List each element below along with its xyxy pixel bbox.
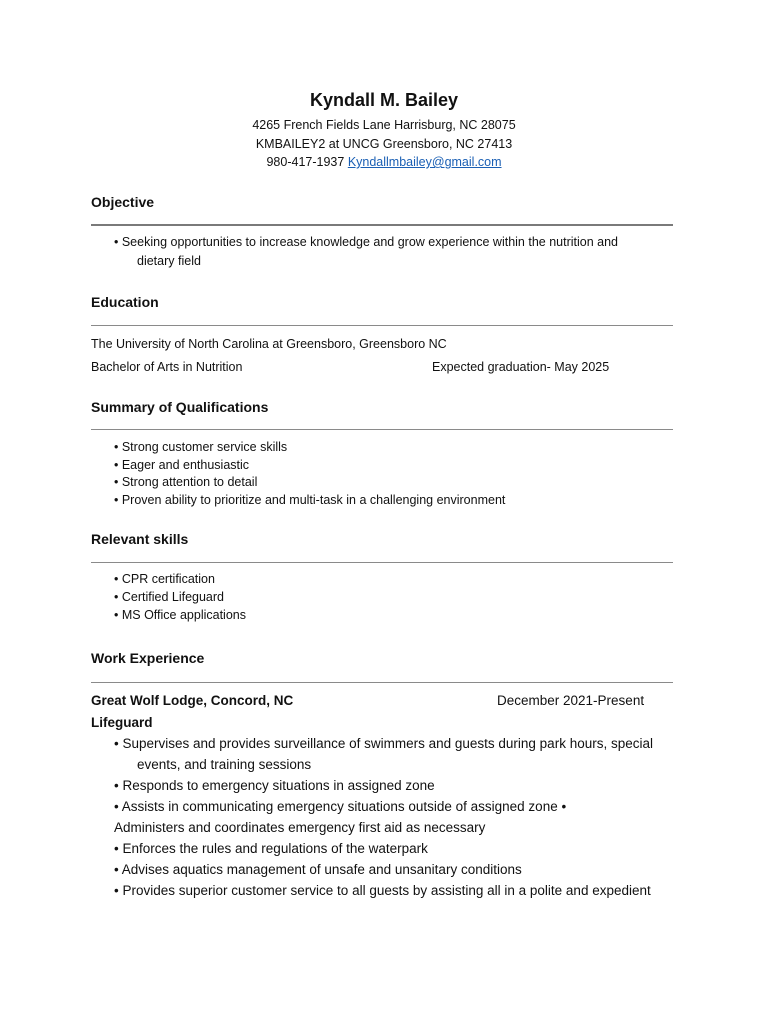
- duty-line: • Assists in communicating emergency situations outside of assigned zone •: [114, 799, 567, 814]
- skills-divider: [91, 562, 673, 563]
- experience-divider: [91, 682, 673, 683]
- degree: Bachelor of Arts in Nutrition: [91, 360, 243, 374]
- duty-line: • Enforces the rules and regulations of the waterpark: [114, 841, 428, 856]
- duty-line: events, and training sessions: [137, 757, 312, 772]
- employment-dates: December 2021-Present: [497, 693, 645, 708]
- graduation-date: Expected graduation- May 2025: [432, 360, 610, 374]
- phone-number: 980-417-1937: [266, 155, 345, 169]
- duty-line: • Provides superior customer service to all guests by assisting all in a polite and expedient: [114, 883, 651, 898]
- objective-line: • Seeking opportunities to increase knowledge and grow experience within the nutrition and: [114, 235, 618, 249]
- objective-divider: [91, 224, 673, 226]
- home-address: 4265 French Fields Lane Harrisburg, NC 28075: [252, 118, 516, 132]
- resume-name: Kyndall M. Bailey: [309, 90, 459, 110]
- duty-line: Administers and coordinates emergency first aid as necessary: [114, 820, 486, 835]
- skill-item: • CPR certification: [114, 572, 215, 586]
- skill-item: • Certified Lifeguard: [114, 590, 224, 604]
- duty-line: • Responds to emergency situations in assigned zone: [114, 778, 435, 793]
- school-name: The University of North Carolina at Greensboro, Greensboro NC: [91, 337, 447, 351]
- employer: Great Wolf Lodge, Concord, NC: [91, 693, 294, 708]
- contact-line: [0, 155, 768, 169]
- qualification-item: • Eager and enthusiastic: [114, 458, 250, 472]
- qualification-item: • Strong customer service skills: [114, 440, 288, 454]
- experience-heading: Work Experience: [91, 650, 205, 666]
- skill-item: • MS Office applications: [114, 608, 246, 622]
- qualifications-heading: Summary of Qualifications: [91, 399, 269, 415]
- duty-line: • Supervises and provides surveillance of swimmers and guests during park hours, special: [114, 736, 653, 751]
- job-title: Lifeguard: [91, 715, 153, 730]
- school-address: KMBAILEY2 at UNCG Greensboro, NC 27413: [255, 137, 513, 151]
- qualification-item: • Strong attention to detail: [114, 475, 258, 489]
- email-link[interactable]: Kyndallmbailey@gmail.com: [347, 155, 502, 169]
- qualification-item: • Proven ability to prioritize and multi-task in a challenging environment: [114, 493, 506, 507]
- qualifications-divider: [91, 429, 673, 430]
- education-heading: Education: [91, 294, 159, 310]
- duty-line: • Advises aquatics management of unsafe and unsanitary conditions: [114, 862, 522, 877]
- objective-heading: Objective: [91, 194, 155, 210]
- skills-heading: Relevant skills: [91, 531, 189, 547]
- education-divider: [91, 325, 673, 326]
- objective-line: dietary field: [137, 254, 201, 268]
